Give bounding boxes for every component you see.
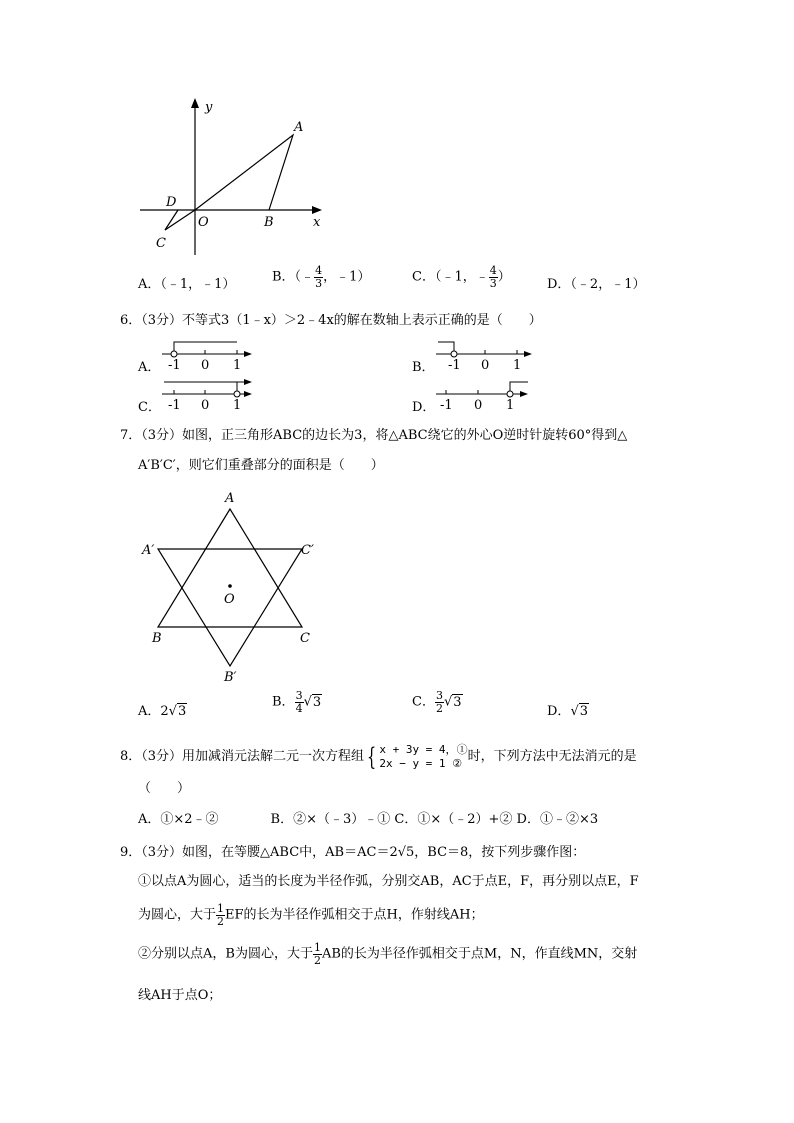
radicand: 3 [453,694,462,710]
q9-line4-pre: ②分别以点A，B为圆心，大于 [138,946,313,962]
q7-line1: 7．（3分）如图，正三角形ABC的边长为3，将△ABC绕它的外心O逆时针旋转60°得到△ [120,428,628,443]
q9-line3-post: EF的长为半径作弧相交于点H，作射线AH； [225,907,484,923]
q5-option-b-prefix: B．（﹣ [272,269,315,285]
fraction-den: 2 [435,702,443,715]
q9-line1: 9．（3分）如图，在等腰△ABC中，AB＝AC＝2√5，BC＝8，按下列步骤作图： [120,845,586,860]
equation-2: 2x − y = 1 [379,757,446,770]
fraction [314,265,323,290]
option-letter: D． [547,704,571,719]
segment-oc [165,210,195,230]
radicand: 3 [579,704,589,719]
q8-stem-prefix: 8．（3分）用加减消元法解二元一次方程组 [120,749,365,764]
point-o-label: O [198,215,209,230]
label-c: C [300,631,310,646]
q8-paren: （ ） [138,781,191,796]
system-brace: { [367,743,377,771]
x-axis-label: x [313,215,321,230]
q8-stem [120,743,637,771]
equation-1: x + 3y = 4， [379,743,457,756]
tick-label: 0 [201,398,210,413]
q9-line4-post: AB的长为半径作弧相交于点M，N，作直线MN，交射 [321,946,638,962]
q6-numberline-c [158,378,258,414]
point-d-label: D [166,195,177,210]
q6-option-a-label: A． [138,360,161,375]
q6-option-d-label: D． [412,400,436,415]
fraction [435,690,444,715]
q7-option-d: D．√3 [547,704,589,719]
tick-label: 1 [233,398,242,413]
label-o: O [224,592,235,607]
equation-system [379,743,467,771]
fraction-den: 4 [295,702,303,715]
q5-figure [135,95,335,260]
y-axis-label: y [205,100,213,115]
label-b-prime: B′ [224,670,237,685]
y-axis-arrow [191,98,199,108]
point-c-label: C [156,236,166,251]
q6-option-c-label: C． [138,400,161,415]
tick-label: 1 [513,358,522,373]
q5-option-c [412,265,511,290]
tick-label: 0 [474,398,483,413]
radicand: 3 [177,704,187,719]
label-a-prime: A′ [142,543,155,558]
q9-line4 [138,942,637,967]
q6-numberline-d [432,378,536,414]
q9-line2: ①以点A为圆心，适当的长度为半径作弧，分别交AB，AC于点E，F，再分别以点E，F [138,874,639,889]
q8-options: A．①×2﹣② B．②×（﹣3）﹣① C．①×（﹣2）+② D．①﹣②×3 [138,812,599,827]
x-axis-arrow [312,206,322,214]
mark-2: ② [452,757,463,770]
q7-figure [138,485,328,685]
q7-option-c: C． $\frac{3}{2}$ √3 [412,689,462,715]
q9-line5: 线AH于点O； [138,988,222,1003]
q5-option-b [272,265,370,290]
fraction-num: 1 [217,902,225,915]
option-letter: B． [272,694,295,710]
q5-option-c-prefix: C．（﹣1，﹣ [412,269,489,285]
q5-option-b-suffix: ，﹣1） [323,269,371,285]
q7-option-a: A．2√3 [138,704,187,719]
q7-option-b: B． $\frac{3}{4}$ √3 [272,689,322,715]
point-a-label: A [294,120,304,135]
fraction-num: 3 [295,689,303,702]
fraction-num: 1 [313,941,321,954]
radicand: 3 [312,694,322,710]
mark-1: ① [456,743,468,756]
tick-label: 0 [201,358,210,373]
tick-label: 1 [233,358,242,373]
option-letter: A． [138,704,161,719]
fraction-den: 2 [217,915,225,928]
q5-option-d: D．（﹣2，﹣1） [547,277,646,292]
q9-line3 [138,903,484,928]
tick-label: -1 [168,358,181,373]
triangle-abc [158,509,302,627]
fraction-den: 3 [489,277,497,290]
label-b: B [152,631,162,646]
point-b-label: B [264,215,274,230]
triangle-oab [195,135,293,210]
q8-stem-suffix: 时，下列方法中无法消元的是 [467,749,637,764]
segment-cd [165,210,178,230]
center-point-o [228,584,232,588]
tick-label: -1 [168,398,181,413]
fraction [216,903,225,928]
q6-option-b-label: B． [412,360,435,375]
fraction [295,690,304,715]
q5-option-a: A．（﹣1，﹣1） [138,277,236,292]
q9-line3-pre: 为圆心，大于 [138,907,217,923]
q6-numberline-b [432,338,536,374]
fraction-num: 4 [315,264,323,277]
q6-numberline-a [158,338,258,374]
q5-option-c-suffix: ） [497,269,511,285]
fraction [313,942,322,967]
tick-label: 1 [506,398,515,413]
fraction-den: 2 [313,954,321,967]
triangle-a1b1c1 [158,549,302,666]
tick-label: -1 [440,398,453,413]
tick-label: -1 [448,358,461,373]
label-a: A [225,491,235,506]
fraction-den: 3 [315,277,323,290]
label-c-prime: C′ [301,543,314,558]
fraction-num: 4 [489,264,497,277]
tick-label: 0 [481,358,490,373]
coef: 2 [160,704,169,719]
fraction-num: 3 [435,689,443,702]
option-letter: C． [412,694,435,710]
q7-line2: A′B′C′，则它们重叠部分的面积是（ ） [138,458,384,473]
q6-stem: 6．（3分）不等式3（1﹣x）＞2﹣4x的解在数轴上表示正确的是（ ） [120,313,542,328]
fraction [489,265,498,290]
